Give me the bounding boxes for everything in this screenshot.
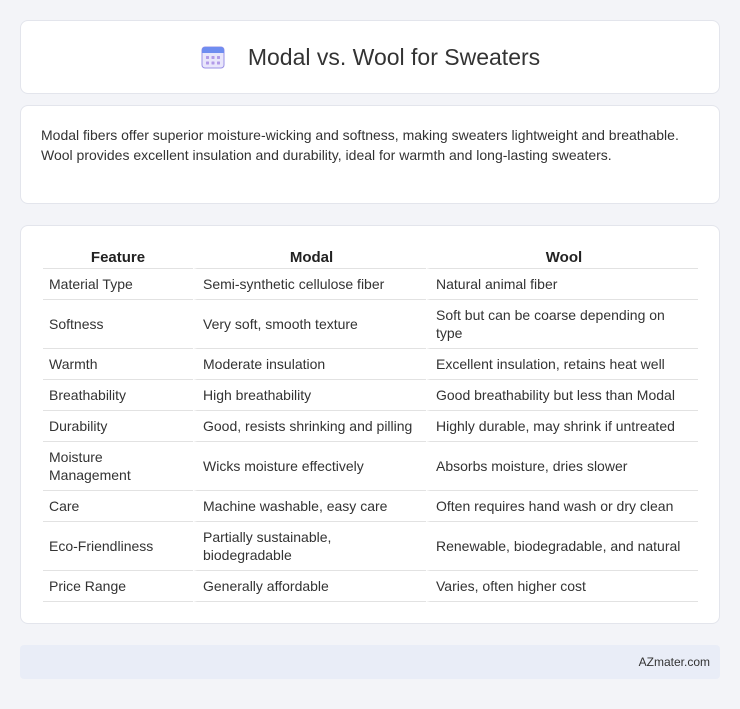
wool-cell: Soft but can be coarse depending on type — [426, 300, 698, 349]
modal-cell: Moderate insulation — [193, 349, 426, 380]
summary-card — [20, 105, 720, 204]
table-row — [43, 571, 698, 602]
column-header-modal: Modal — [193, 246, 426, 269]
comparison-table-card — [20, 225, 720, 624]
modal-cell: Very soft, smooth texture — [193, 300, 426, 349]
summary-text: Modal fibers offer superior moisture-wicking and softness, making sweaters lightweight and breathable. Wool provides excellent insulation and durability, ideal for warmth and long-lasting sweaters. — [41, 127, 679, 163]
wool-cell: Renewable, biodegradable, and natural — [426, 522, 698, 571]
feature-cell: Material Type — [43, 269, 193, 300]
table-row — [43, 491, 698, 522]
title-card — [20, 20, 720, 94]
table-row — [43, 522, 698, 571]
feature-cell: Moisture Management — [43, 442, 193, 491]
feature-cell: Durability — [43, 411, 193, 442]
modal-cell: Semi-synthetic cellulose fiber — [193, 269, 426, 300]
table-row — [43, 411, 698, 442]
wool-cell: Good breathability but less than Modal — [426, 380, 698, 411]
footer — [20, 645, 720, 679]
table-row — [43, 269, 698, 300]
wool-cell: Highly durable, may shrink if untreated — [426, 411, 698, 442]
column-header-feature: Feature — [43, 246, 193, 269]
wool-cell: Often requires hand wash or dry clean — [426, 491, 698, 522]
modal-cell: Machine washable, easy care — [193, 491, 426, 522]
footer-brand[interactable]: AZmater.com — [638, 655, 710, 669]
feature-cell: Price Range — [43, 571, 193, 602]
table-row — [43, 349, 698, 380]
calendar-icon — [200, 44, 226, 70]
wool-cell: Varies, often higher cost — [426, 571, 698, 602]
wool-cell: Absorbs moisture, dries slower — [426, 442, 698, 491]
feature-cell: Breathability — [43, 380, 193, 411]
feature-cell: Warmth — [43, 349, 193, 380]
modal-cell: Wicks moisture effectively — [193, 442, 426, 491]
modal-cell: Generally affordable — [193, 571, 426, 602]
table-row — [43, 442, 698, 491]
feature-cell: Care — [43, 491, 193, 522]
table-header-row — [43, 246, 698, 269]
modal-cell: Partially sustainable, biodegradable — [193, 522, 426, 571]
modal-cell: High breathability — [193, 380, 426, 411]
feature-cell: Eco-Friendliness — [43, 522, 193, 571]
table-row — [43, 300, 698, 349]
wool-cell: Natural animal fiber — [426, 269, 698, 300]
page-title: Modal vs. Wool for Sweaters — [247, 43, 541, 70]
modal-cell: Good, resists shrinking and pilling — [193, 411, 426, 442]
wool-cell: Excellent insulation, retains heat well — [426, 349, 698, 380]
column-header-wool: Wool — [426, 246, 698, 269]
comparison-table — [43, 246, 698, 602]
table-row — [43, 380, 698, 411]
feature-cell: Softness — [43, 300, 193, 349]
